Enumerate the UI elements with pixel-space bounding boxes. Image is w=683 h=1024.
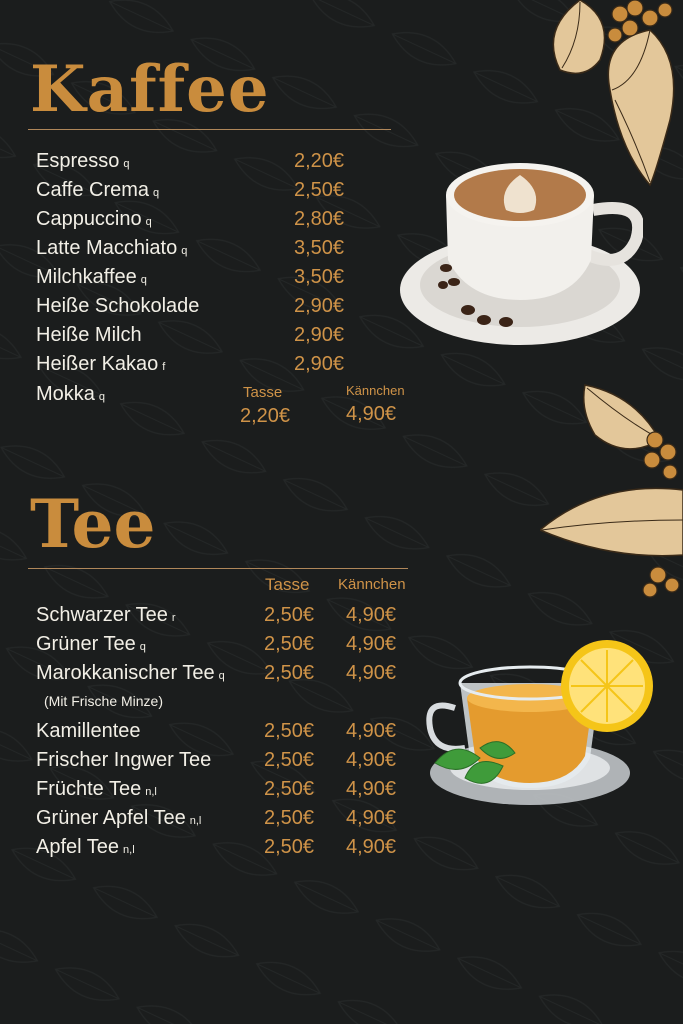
tee-kannchen-price: 4,90€ [346, 662, 397, 684]
tee-tasse-price: 2,50€ [264, 749, 315, 771]
kaffee-price: 2,90€ [294, 295, 345, 317]
kaffee-item: Heiße Milch [36, 324, 142, 346]
kaffee-price: 3,50€ [294, 266, 345, 288]
tea-cup-photo [425, 638, 660, 813]
kaffee-heading: Kaffee [30, 52, 270, 127]
kaffee-item: Caffe Crema q [36, 179, 160, 201]
tee-kannchen-price: 4,90€ [346, 604, 397, 626]
kaffee-price: 2,50€ [294, 179, 345, 201]
tee-tasse-price: 2,50€ [264, 720, 315, 742]
tee-item: Grüner Apfel Tee n,l [36, 807, 202, 829]
kaffee-item: Milchkaffee q [36, 266, 147, 288]
tee-kannchen-price: 4,90€ [346, 778, 397, 800]
tee-item: Grüner Tee q [36, 633, 146, 655]
kaffee-price: 2,20€ [294, 150, 345, 172]
coffee-leaf-illustration [540, 380, 683, 605]
kaffee-price: 3,50€ [294, 237, 345, 259]
mokka-kannchen-label: Kännchen [346, 383, 405, 398]
tee-kannchen-price: 4,90€ [346, 633, 397, 655]
kaffee-item: Espresso q [36, 150, 130, 172]
tee-item: Apfel Tee n,l [36, 836, 135, 858]
tee-item: Marokkanischer Tee q [36, 662, 225, 684]
tee-kannchen-price: 4,90€ [346, 807, 397, 829]
tee-tasse-price: 2,50€ [264, 836, 315, 858]
tee-divider [28, 568, 408, 569]
tee-heading: Tee [30, 485, 156, 563]
mokka-tasse-label: Tasse [243, 384, 283, 401]
kaffee-price: 2,90€ [294, 324, 345, 346]
tee-item: Kamillentee [36, 720, 141, 742]
mokka-kannchen-price: 4,90€ [346, 403, 397, 425]
tee-item: Frischer Ingwer Tee [36, 749, 212, 771]
tee-tasse-price: 2,50€ [264, 807, 315, 829]
tee-kannchen-price: 4,90€ [346, 749, 397, 771]
tee-kannchen-price: 4,90€ [346, 836, 397, 858]
tee-tasse-header: Tasse [265, 575, 310, 594]
tee-item-note: (Mit Frische Minze) [44, 693, 164, 709]
kaffee-price: 2,80€ [294, 208, 345, 230]
kaffee-item: Heißer Kakao f [36, 353, 166, 375]
kaffee-item: Heiße Schokolade [36, 295, 200, 317]
tee-item: Früchte Tee n,l [36, 778, 157, 800]
kaffee-item: Latte Macchiato q [36, 237, 188, 259]
kaffee-item: Cappuccino q [36, 208, 152, 230]
tee-kannchen-header: Kännchen [338, 576, 406, 593]
tee-kannchen-price: 4,90€ [346, 720, 397, 742]
cappuccino-cup-photo [398, 150, 643, 350]
tee-tasse-price: 2,50€ [264, 662, 315, 684]
kaffee-price: 2,90€ [294, 353, 345, 375]
kaffee-divider [28, 129, 391, 130]
tee-tasse-price: 2,50€ [264, 778, 315, 800]
tee-tasse-price: 2,50€ [264, 604, 315, 626]
tee-item: Schwarzer Tee r [36, 604, 176, 626]
mokka-tasse-price: 2,20€ [240, 405, 291, 427]
kaffee-item-mokka: Mokka q [36, 383, 106, 405]
tee-tasse-price: 2,50€ [264, 633, 315, 655]
